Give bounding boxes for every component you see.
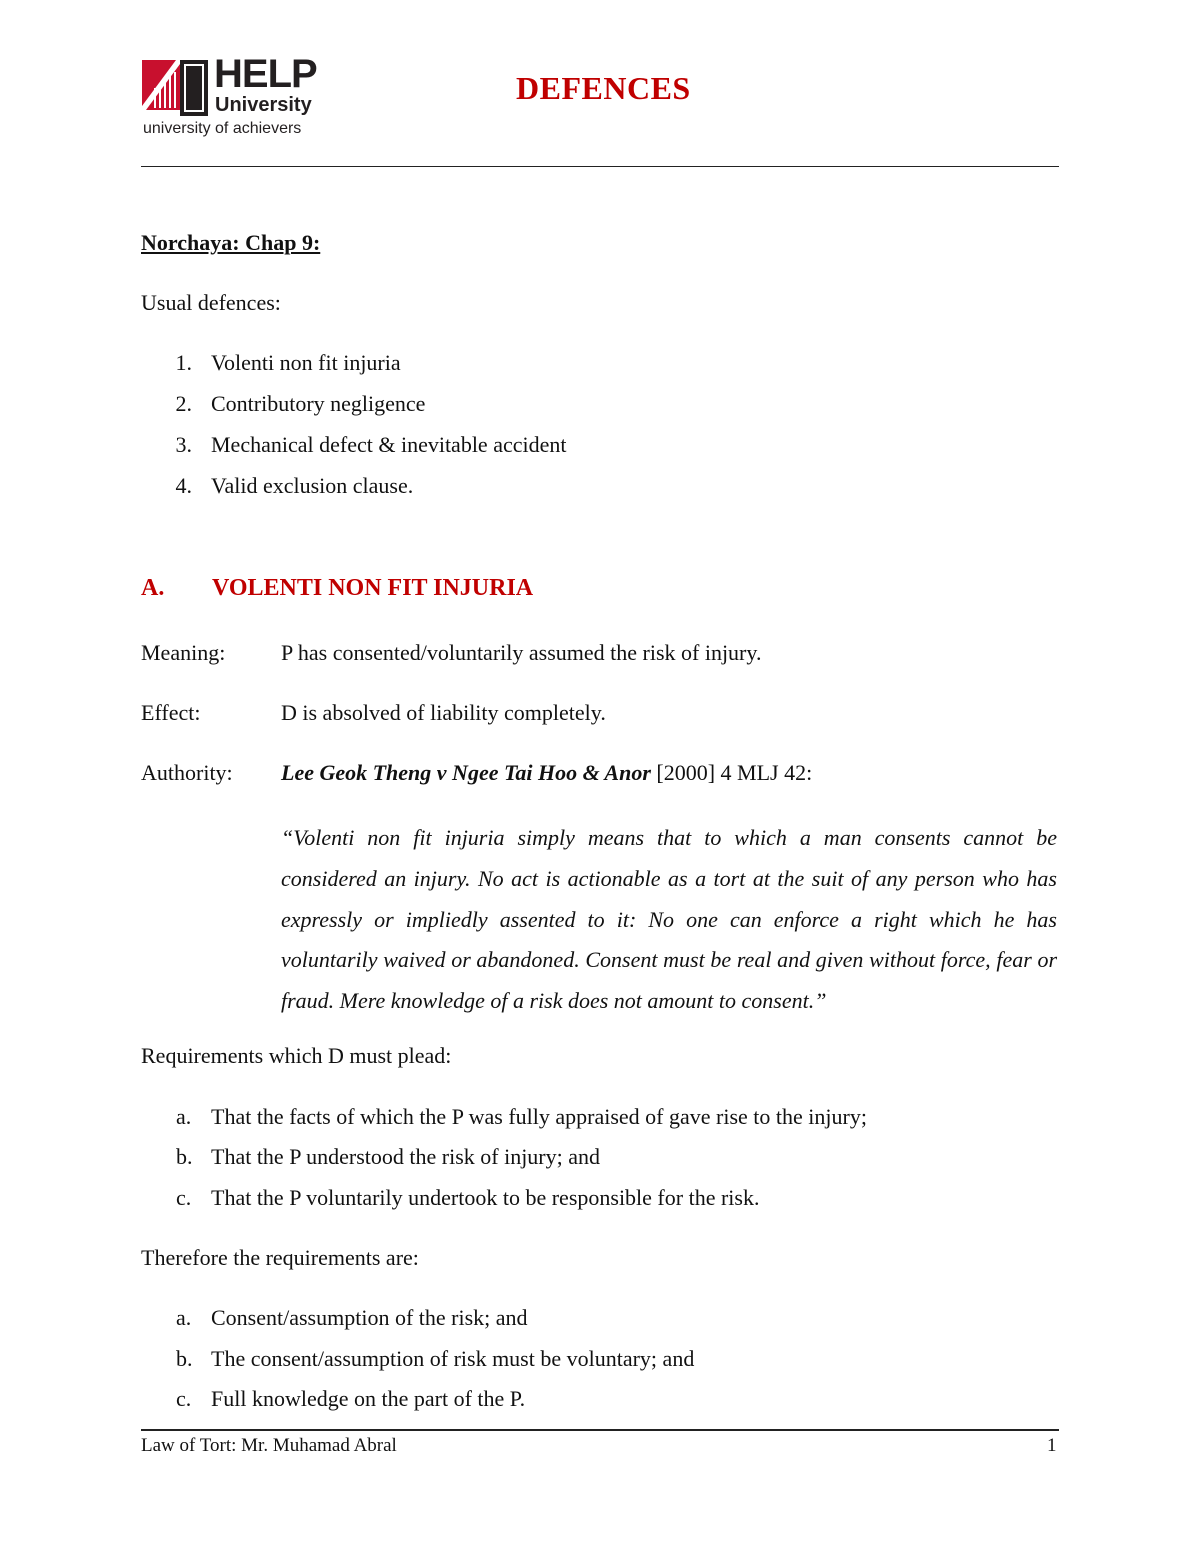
page-title: DEFENCES	[516, 70, 691, 106]
list-item: That the facts of which the P was fully appraised of gave rise to the injury;	[211, 1104, 867, 1129]
page-number: 1	[1047, 1435, 1057, 1456]
list-number: 1.	[175, 350, 192, 375]
footer-text: Law of Tort: Mr. Muhamad Abral	[141, 1435, 397, 1456]
help-university-logo	[142, 52, 332, 142]
list-letter: b.	[176, 1144, 193, 1169]
case-name: Lee Geok Theng v Ngee Tai Hoo & Anor	[281, 760, 651, 785]
list-item: That the P understood the risk of injury; and	[211, 1144, 601, 1169]
authority-quote: “Volenti non fit injuria simply means that to which a man consents cannot be considered an injury. No act is actionable as a tort at the suit of any person who has expressly or impliedly assented to it: No one can enforce a right which he has voluntarily waived or abandoned. Consent must be real and given without force, fear or fraud. Mere knowledge of a risk does not amount to consent.”	[281, 825, 1057, 1014]
list-number: 4.	[175, 473, 192, 498]
header-divider	[141, 166, 1059, 167]
source-heading: Norchaya: Chap 9:	[141, 230, 321, 255]
list-item: Volenti non fit injuria	[211, 350, 401, 375]
list-item: Consent/assumption of the risk; and	[211, 1305, 528, 1330]
section-letter: A.	[141, 575, 165, 601]
footer-divider	[141, 1429, 1059, 1431]
authority-label: Authority:	[141, 760, 233, 785]
list-number: 2.	[175, 391, 192, 416]
effect-label: Effect:	[141, 700, 201, 725]
list-letter: a.	[176, 1104, 192, 1129]
usual-defences-label: Usual defences:	[141, 290, 281, 315]
list-item: Contributory negligence	[211, 391, 426, 416]
list-item: That the P voluntarily undertook to be responsible for the risk.	[211, 1185, 760, 1210]
list-item: The consent/assumption of risk must be voluntary; and	[211, 1346, 695, 1371]
list-item: Full knowledge on the part of the P.	[211, 1386, 526, 1411]
meaning-text: P has consented/voluntarily assumed the risk of injury.	[281, 640, 762, 665]
effect-text: D is absolved of liability completely.	[281, 700, 606, 725]
logo-tagline: university of achievers	[143, 120, 302, 137]
list-letter: c.	[176, 1386, 192, 1411]
requirements-label: Requirements which D must plead:	[141, 1043, 452, 1068]
logo-subbrand: University	[215, 94, 312, 116]
list-number: 3.	[175, 432, 192, 457]
therefore-label: Therefore the requirements are:	[141, 1245, 419, 1270]
authority-line	[281, 760, 812, 786]
logo-brand: HELP	[214, 52, 317, 96]
section-title: VOLENTI NON FIT INJURIA	[212, 575, 534, 601]
list-item: Mechanical defect & inevitable accident	[211, 432, 567, 457]
case-citation: [2000] 4 MLJ 42:	[650, 760, 813, 785]
list-letter: b.	[176, 1346, 193, 1371]
list-letter: a.	[176, 1305, 192, 1330]
list-letter: c.	[176, 1185, 192, 1210]
list-item: Valid exclusion clause.	[211, 473, 414, 498]
meaning-label: Meaning:	[141, 640, 226, 665]
